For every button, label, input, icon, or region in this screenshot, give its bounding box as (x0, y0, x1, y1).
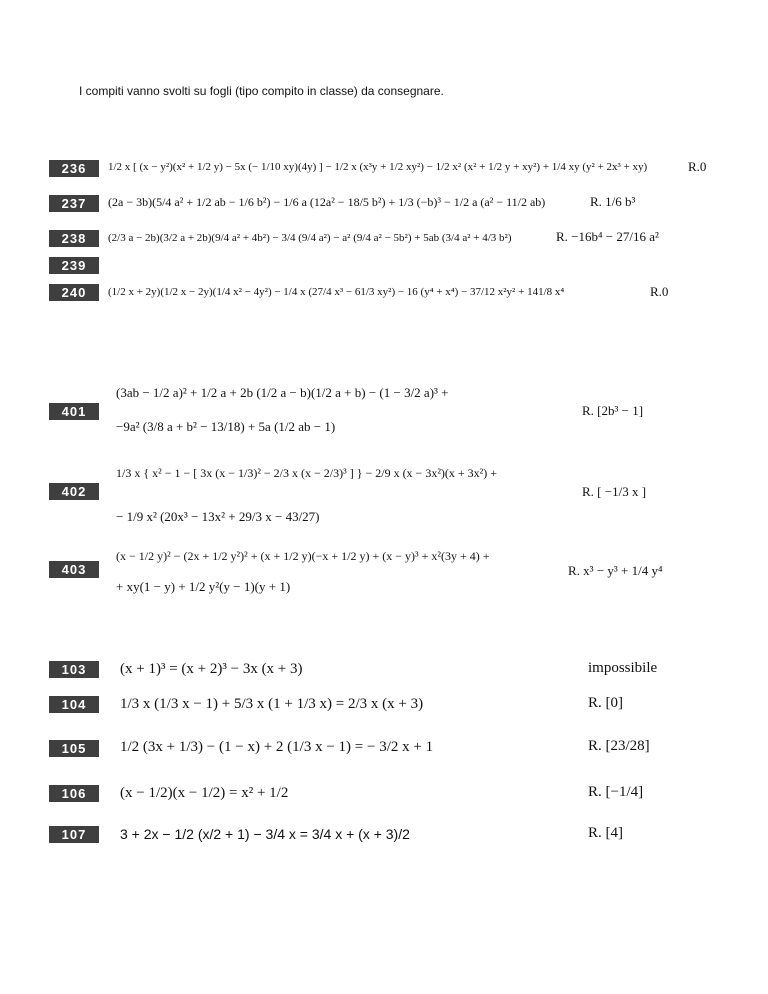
exercise-number: 107 (49, 826, 99, 843)
exercise-expression: (2/3 a − 2b)(3/2 a + 2b)(9/4 a² + 4b²) − 3/4 (9/4 a²) − a² (9/4 a² − 5b²) + 5ab (3/4 a² + 4/3 b²) (108, 232, 512, 244)
exercise-result: R. [2b³ − 1] (582, 403, 644, 418)
exercise-expression-line2: + xy(1 − y) + 1/2 y²(y − 1)(y + 1) (116, 579, 291, 594)
exercise-result: R. 1/6 b³ (590, 194, 636, 209)
exercise-number: 105 (49, 740, 99, 757)
exercise-result: R. [23/28] (588, 738, 650, 754)
exercise-expression-line1: 1/3 x { x² − 1 − [ 3x (x − 1/3)² − 2/3 x (x − 2/3)³ ] } − 2/9 x (x − 3x²)(x + 3x²) + (116, 466, 498, 480)
exercise-result: R. [−1/4] (588, 784, 644, 800)
exercise-result: R. [4] (588, 825, 623, 841)
exercise-number: 104 (49, 696, 99, 713)
exercise-number: 237 (49, 195, 99, 212)
exercise-number: 236 (49, 160, 99, 177)
exercise-result: R. −16b⁴ − 27/16 a² (556, 229, 659, 244)
exercise-expression-line2: −9a² (3/8 a + b² − 13/18) + 5a (1/2 ab − 1) (116, 419, 336, 434)
exercise-expression-line1: (3ab − 1/2 a)² + 1/2 a + 2b (1/2 a − b)(1/2 a + b) − (1 − 3/2 a)³ + (116, 385, 449, 400)
exercise-expression: (2a − 3b)(5/4 a² + 1/2 ab − 1/6 b²) − 1/6 a (12a² − 18/5 b²) + 1/3 (−b)³ − 1/2 a (a² − 11/2 ab) (108, 195, 546, 209)
exercise-number: 106 (49, 785, 99, 802)
exercise-number: 401 (49, 403, 99, 420)
intro-text: I compiti vanno svolti su fogli (tipo compito in classe) da consegnare. (79, 84, 444, 98)
exercise-expression: 1/2 x [ (x − y²)(x² + 1/2 y) − 5x (− 1/10 xy)(4y) ] − 1/2 x (x³y + 1/2 xy²) − 1/2 x² (x² + 1/2 y + xy²) + 1/4 xy (y² + 2x³ + xy) (108, 161, 648, 173)
exercise-expression: 3 + 2x − 1/2 (x/2 + 1) − 3/4 x = 3/4 x + (x + 3)/2 (120, 826, 410, 842)
exercise-result: impossibile (588, 660, 658, 676)
exercise-expression: 1/3 x (1/3 x − 1) + 5/3 x (1 + 1/3 x) = 2/3 x (x + 3) (120, 696, 424, 712)
exercise-expression: (x − 1/2)(x − 1/2) = x² + 1/2 (120, 785, 289, 801)
exercise-expression: (1/2 x + 2y)(1/2 x − 2y)(1/4 x² − 4y²) − 1/4 x (27/4 x³ − 61/3 xy²) − 16 (y⁴ + x⁴) − 37/12 x²y² + 141/8 x⁴ (108, 286, 565, 298)
exercise-expression-line1: (x − 1/2 y)² − (2x + 1/2 y²)² + (x + 1/2 y)(−x + 1/2 y) + (x − y)³ + x²(3y + 4) + (116, 549, 490, 563)
exercise-number: 103 (49, 661, 99, 678)
exercise-number: 240 (49, 284, 99, 301)
exercise-expression-line2: − 1/9 x² (20x³ − 13x² + 29/3 x − 43/27) (116, 509, 320, 524)
exercise-number: 402 (49, 483, 99, 500)
exercise-expression: 1/2 (3x + 1/3) − (1 − x) + 2 (1/3 x − 1) = − 3/2 x + 1 (120, 739, 434, 755)
exercise-result: R. [0] (588, 695, 623, 711)
exercise-number: 403 (49, 561, 99, 578)
exercise-result: R. x³ − y³ + 1/4 y⁴ (568, 563, 663, 578)
exercise-result: R.0 (688, 159, 707, 174)
exercise-result: R. [ −1/3 x ] (582, 484, 647, 499)
exercise-number: 239 (49, 257, 99, 274)
exercise-result: R.0 (650, 284, 669, 299)
exercise-expression: (x + 1)³ = (x + 2)³ − 3x (x + 3) (120, 661, 303, 677)
exercise-number: 238 (49, 230, 99, 247)
